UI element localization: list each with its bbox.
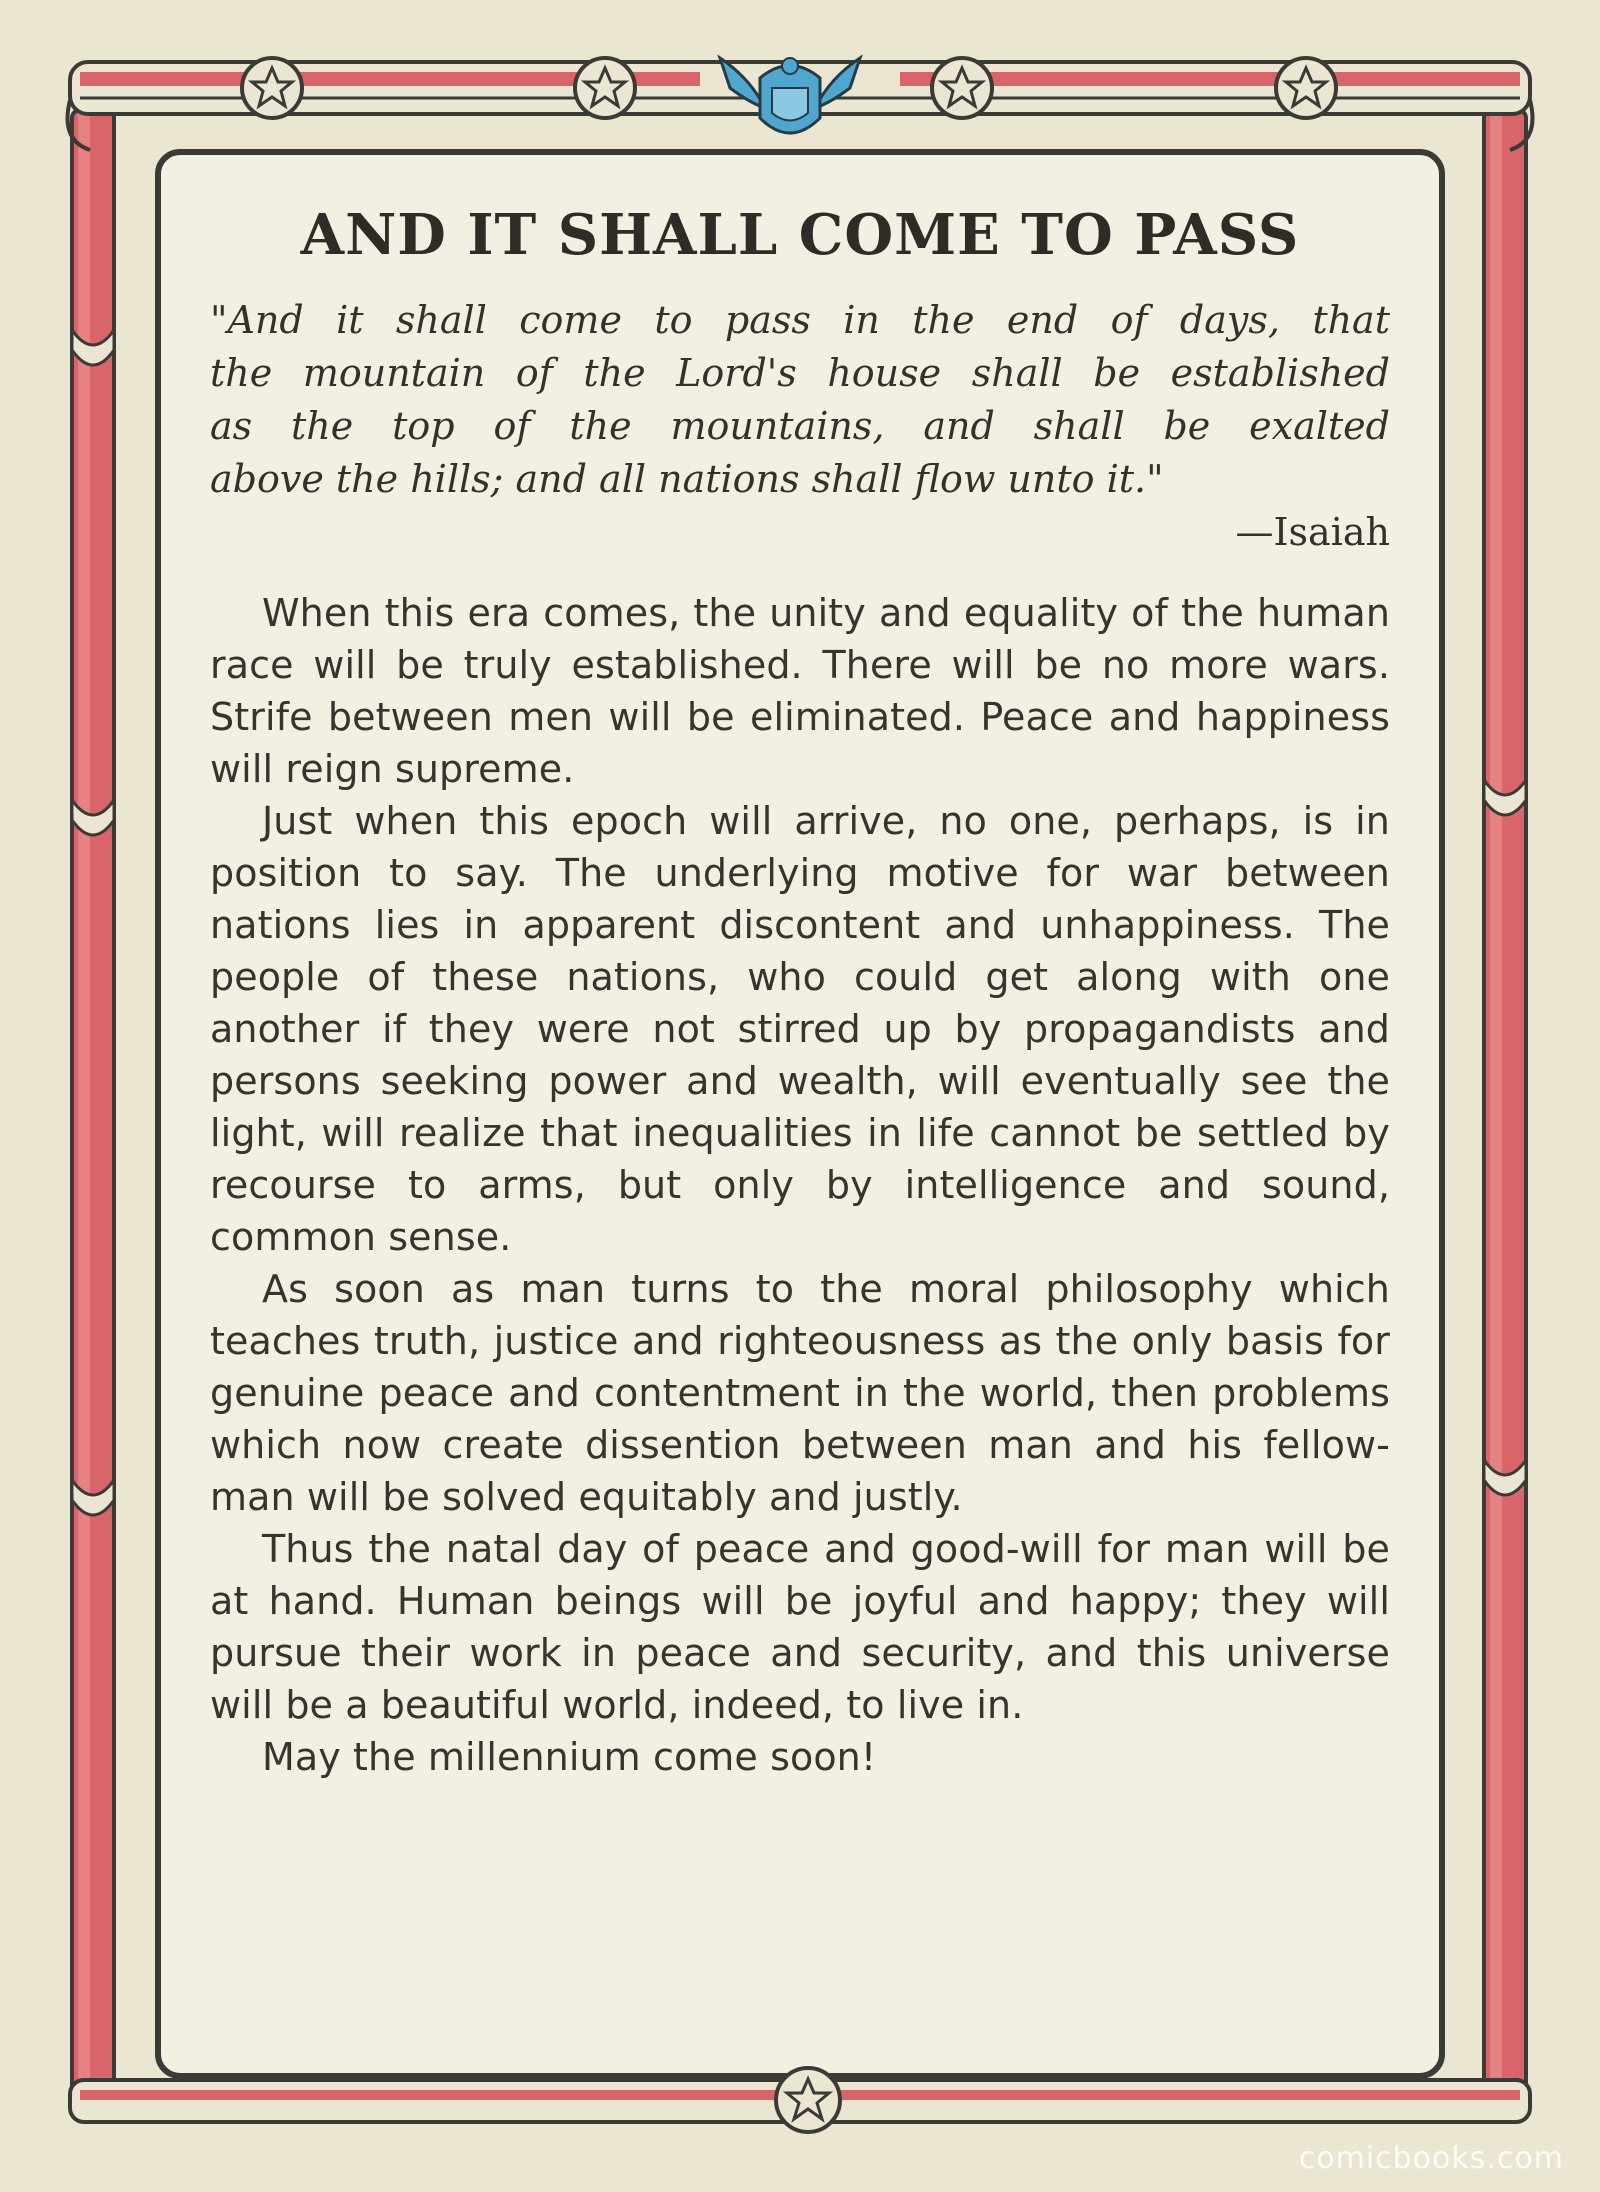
body-paragraph: Thus the natal day of peace and good-will for man will be at hand. Human beings will be joyful and happy; they will pursue their work in peace and security, and this universe will be a beautiful world, indeed, to live in. — [210, 1527, 1390, 1727]
star-icon — [776, 2068, 840, 2132]
left-ribbon — [72, 110, 114, 2110]
watermark: comicbooks.com — [1298, 2141, 1564, 2176]
star-icon — [932, 58, 992, 118]
scripture-quote — [210, 294, 1390, 506]
body-paragraph: When this era comes, the unity and equality of the human race will be truly established. There will be no more wars. Strife between men will be eliminated. Peace and happiness will reign supreme. — [210, 591, 1390, 791]
quote-line: the mountain of the Lord's house shall be established — [210, 351, 1390, 395]
star-icon — [1276, 58, 1336, 118]
article-panel — [210, 190, 1390, 2050]
body-paragraph: As soon as man turns to the moral philosophy which teaches truth, justice and righteousness as the only basis for genuine peace and contentment in the world, then problems which now create dissention between man and his fellow-man will be solved equitably and justly. — [210, 1267, 1390, 1519]
body-paragraph: Just when this epoch will arrive, no one, perhaps, is in position to say. The underlying motive for war between nations lies in apparent discontent and unhappiness. The people of these nations, who could get along with one another if they were not stirred up by propagandists and persons seeking power and wealth, will eventually see the light, will realize that inequalities in life cannot be settled by recourse to arms, but only by intelligence and sound, common sense. — [210, 799, 1390, 1259]
page-title: AND IT SHALL COME TO PASS — [300, 202, 1300, 268]
quote-line: above the hills; and all nations shall flow unto it." — [210, 457, 1164, 501]
right-ribbon — [1484, 110, 1526, 2110]
star-icon — [242, 58, 302, 118]
quote-line: as the top of the mountains, and shall be exalted — [210, 404, 1390, 448]
quote-attribution: —Isaiah — [1235, 510, 1390, 554]
body-paragraph: May the millennium come soon! — [262, 1735, 877, 1779]
star-icon — [575, 58, 635, 118]
article-body — [210, 587, 1390, 1783]
quote-line: "And it shall come to pass in the end of days, that — [210, 298, 1390, 342]
